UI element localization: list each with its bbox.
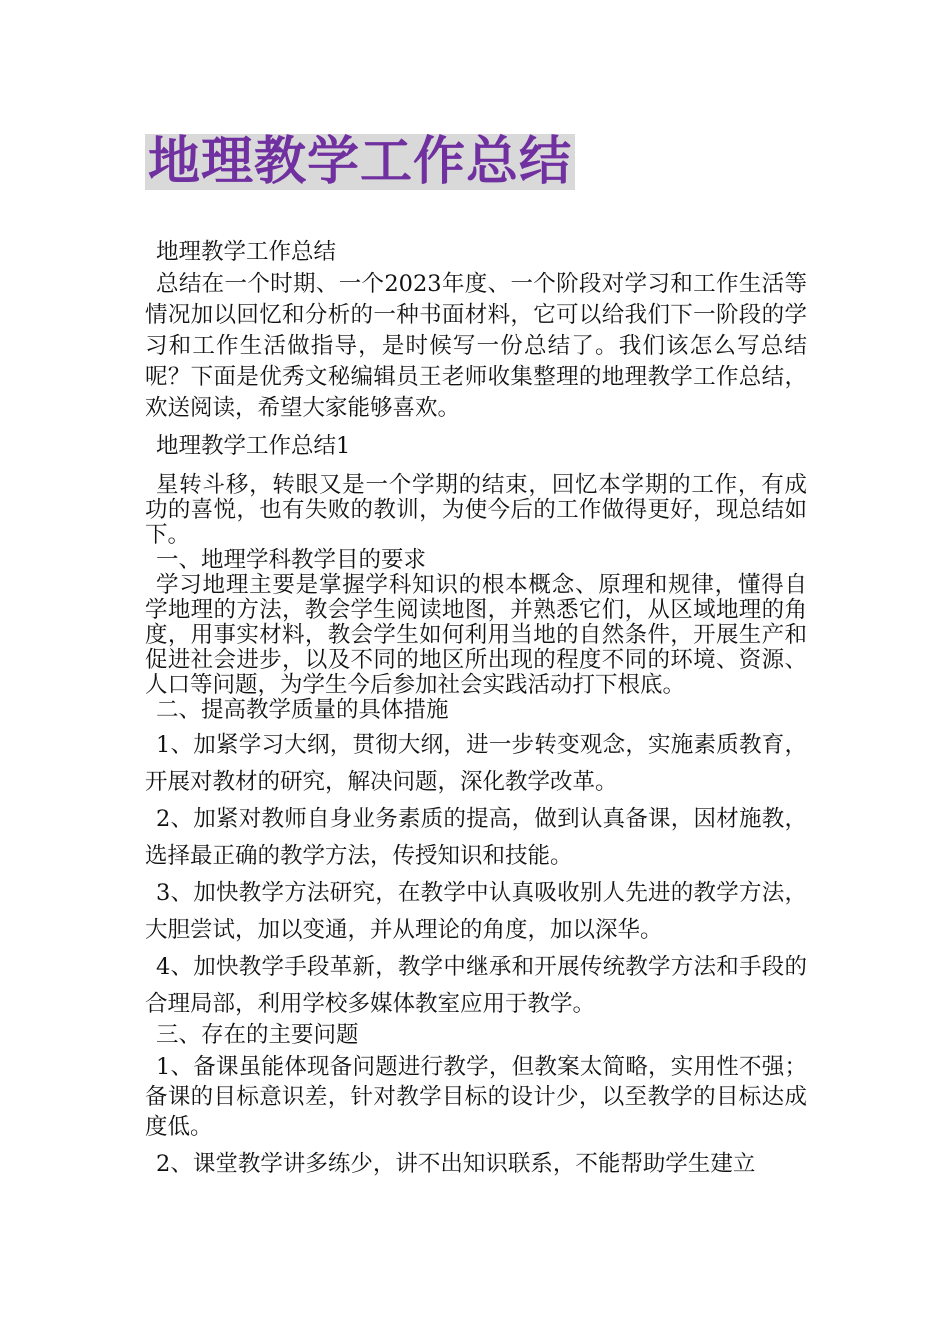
heading-measures: 二、提高教学质量的具体措施 <box>156 697 449 723</box>
problem-item-1: 1、备课虽能体现备问题进行教学，但教案太简略，实用性不强；备课的目标意识差，针对教学目标的设计少，以至教学的目标达成度低。 <box>145 1054 807 1140</box>
measure-item-1: 1、加紧学习大纲，贯彻大纲，进一步转变观念，实施素质教育，开展对教材的研究，解决问题，深化教学改革。 <box>145 732 807 795</box>
document-title: 地理教学工作总结 <box>148 132 573 192</box>
title-highlight <box>145 134 575 190</box>
heading-teaching-goals: 一、地理学科教学目的要求 <box>156 547 427 573</box>
paragraph-summary: 星转斗移，转眼又是一个学期的结束，回忆本学期的工作，有成功的喜悦，也有失败的教训，为使今后的工作做得更好，现总结如下。 <box>145 472 807 548</box>
measure-item-2: 2、加紧对教师自身业务素质的提高，做到认真备课，因材施教，选择最正确的教学方法，传授知识和技能。 <box>145 806 807 869</box>
subtitle-paragraph: 地理教学工作总结 <box>156 239 337 265</box>
paragraph-teaching-goals: 学习地理主要是掌握学科知识的根本概念、原理和规律，懂得自学地理的方法，教会学生阅读地图，并熟悉它们，从区域地理的角度，用事实材料，教会学生如何利用当地的自然条件，开展生产和促进社会进步，以及不同的地区所出现的程度不同的环境、资源、人口等问题，为学生今后参加社会实践活动打下根底。 <box>145 572 807 698</box>
heading-problems: 三、存在的主要问题 <box>156 1022 359 1048</box>
document-body <box>145 240 807 1183</box>
section-heading-1: 地理教学工作总结1 <box>156 433 351 459</box>
intro-paragraph: 总结在一个时期、一个2023年度、一个阶段对学习和工作生活等情况加以回忆和分析的一种书面材料，它可以给我们下一阶段的学习和工作生活做指导，是时候写一份总结了。我们该怎么写总结呢？下面是优秀文秘编辑员王老师收集整理的地理教学工作总结，欢送阅读，希望大家能够喜欢。 <box>145 271 807 421</box>
measure-item-4: 4、加快教学手段革新，教学中继承和开展传统教学方法和手段的合理局部，利用学校多媒体教室应用于教学。 <box>145 954 807 1017</box>
problem-item-2: 2、课堂教学讲多练少，讲不出知识联系，不能帮助学生建立 <box>156 1151 756 1177</box>
measure-item-3: 3、加快教学方法研究，在教学中认真吸收别人先进的教学方法，大胆尝试，加以变通，并从理论的角度，加以深华。 <box>145 880 807 943</box>
